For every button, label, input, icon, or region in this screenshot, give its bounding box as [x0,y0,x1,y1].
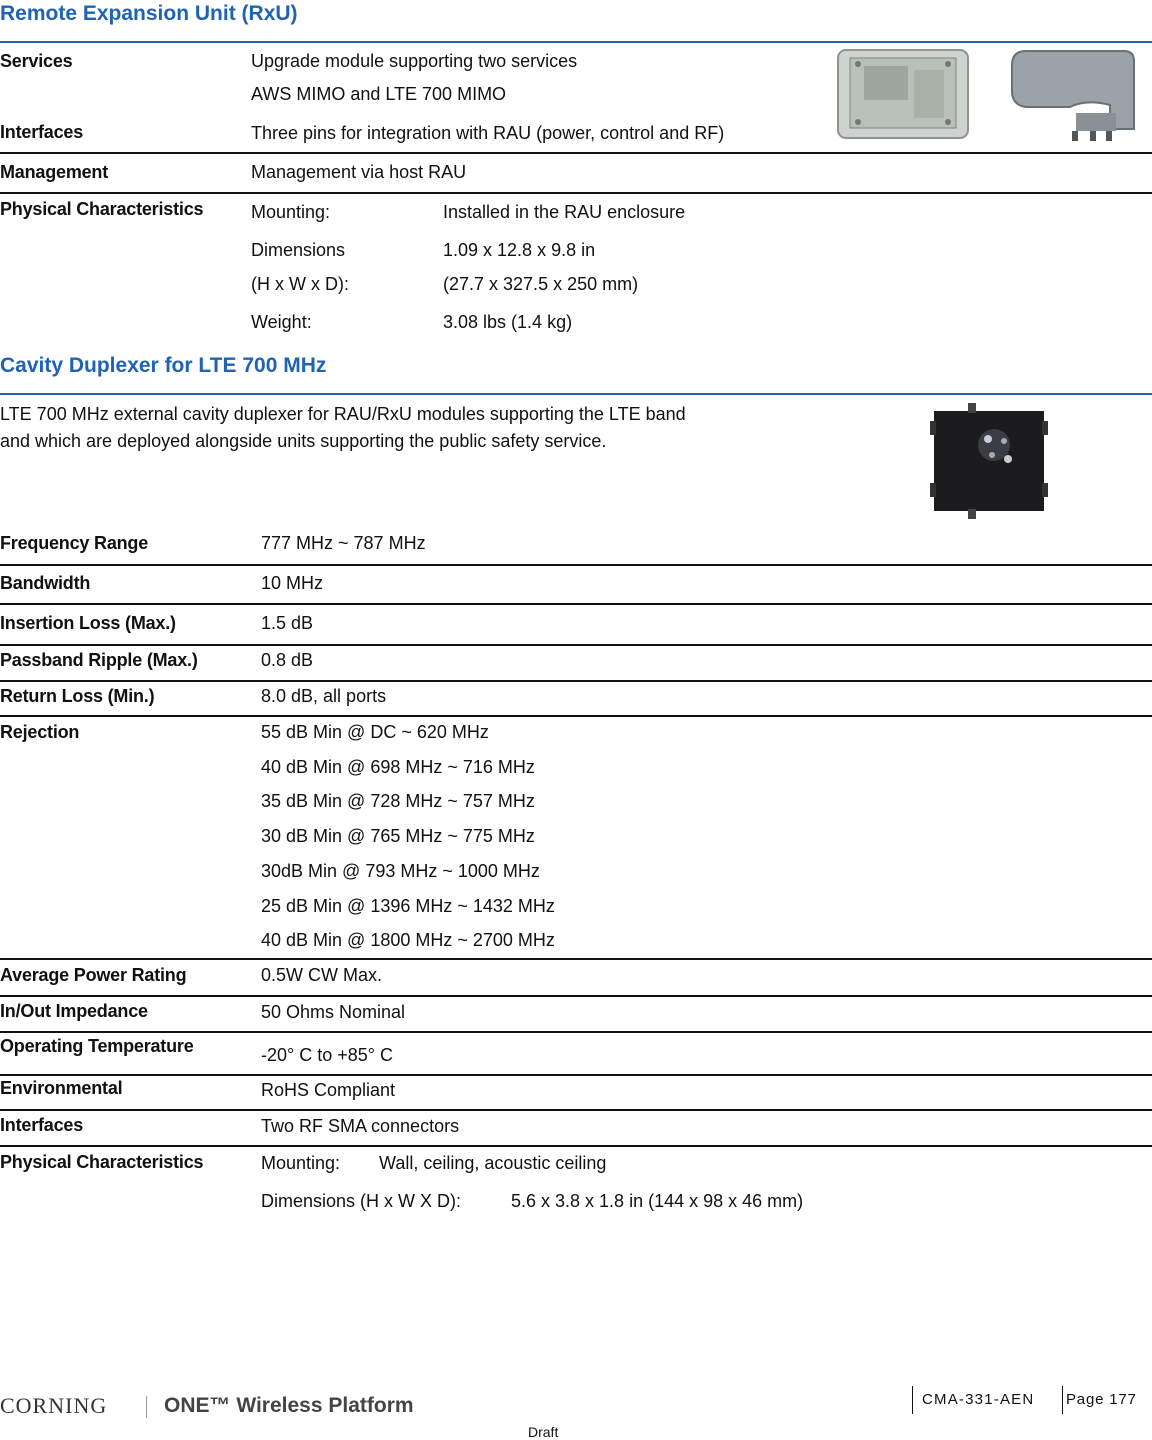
spec-label: Bandwidth [0,573,91,593]
rxu-module-image [836,48,970,140]
section-rule [0,41,1152,43]
row-divider [0,995,1152,997]
rejection-value: 40 dB Min @ 698 MHz ~ 716 MHz [261,756,535,777]
dimensions-value-line2: (27.7 x 327.5 x 250 mm) [443,274,639,294]
spec-value: 777 MHz ~ 787 MHz [261,533,426,553]
corning-logo: CORNING [0,1393,108,1418]
spec-label: Frequency Range [0,533,149,553]
interfaces-value: Three pins for integration with RAU (power, control and RF) [251,123,725,143]
management-value: Management via host RAU [251,162,467,182]
weight-value: 3.08 lbs (1.4 kg) [443,312,573,332]
mounting-key: Mounting: [251,202,331,222]
duplexer-dimensions-key: Dimensions (H x W X D): [261,1191,462,1211]
spec-label: Environmental [0,1078,123,1098]
rxu-enclosure-image [1006,47,1136,143]
rejection-value: 30 dB Min @ 765 MHz ~ 775 MHz [261,826,535,847]
mounting-value: Installed in the RAU enclosure [443,202,686,222]
row-divider [0,192,1152,194]
row-divider [0,644,1152,646]
spec-value: -20° C to +85° C [261,1045,393,1065]
page-number: Page 177 [1066,1391,1137,1408]
row-divider [0,958,1152,960]
spec-value: 50 Ohms Nominal [261,1002,406,1022]
document-code: CMA-331-AEN [922,1391,1035,1408]
row-divider [0,564,1152,566]
row-divider [0,1145,1152,1147]
physical-label-duplexer: Physical Characteristics [0,1152,204,1172]
spec-value: 8.0 dB, all ports [261,686,387,706]
footer-divider [912,1386,913,1414]
spec-label: Interfaces [0,1115,84,1135]
row-divider [0,1031,1152,1033]
spec-label: Average Power Rating [0,965,187,985]
spec-label: Passband Ripple (Max.) [0,650,198,670]
row-divider [0,603,1152,605]
rejection-value: 40 dB Min @ 1800 MHz ~ 2700 MHz [261,930,555,951]
services-value-line1: Upgrade module supporting two services [251,51,578,71]
duplexer-image [928,403,1050,519]
duplexer-description-line2: and which are deployed alongside units supporting the public safety service. [0,431,607,451]
duplexer-mounting-value: Wall, ceiling, acoustic ceiling [379,1153,607,1173]
row-divider [0,1074,1152,1076]
section-title-duplexer: Cavity Duplexer for LTE 700 MHz [0,354,327,377]
row-divider [0,1109,1152,1111]
row-divider [0,715,1152,717]
rejection-value: 55 dB Min @ DC ~ 620 MHz [261,722,489,742]
row-divider [0,152,1152,154]
spec-value: Two RF SMA connectors [261,1116,460,1136]
dimensions-key-line1: Dimensions [251,240,346,260]
rejection-value: 25 dB Min @ 1396 MHz ~ 1432 MHz [261,895,555,916]
dimensions-value-line1: 1.09 x 12.8 x 9.8 in [443,240,596,260]
spec-value: 10 MHz [261,573,324,593]
one-wireless-platform-logo: ONE™ Wireless Platform [164,1394,414,1417]
row-divider [0,680,1152,682]
spec-label: In/Out Impedance [0,1001,148,1021]
duplexer-dimensions-value: 5.6 x 3.8 x 1.8 in (144 x 98 x 46 mm) [511,1191,804,1211]
management-label: Management [0,162,109,182]
rejection-value: 30dB Min @ 793 MHz ~ 1000 MHz [261,860,540,881]
duplexer-mounting-key: Mounting: [261,1153,341,1173]
spec-label: Operating Temperature [0,1036,194,1056]
services-label: Services [0,51,73,71]
spec-value: 0.8 dB [261,650,314,670]
rejection-value: 35 dB Min @ 728 MHz ~ 757 MHz [261,791,535,812]
spec-label: Return Loss (Min.) [0,686,155,706]
interfaces-label: Interfaces [0,122,84,142]
dimensions-key-line2: (H x W x D): [251,274,349,294]
spec-value: RoHS Compliant [261,1080,396,1100]
spec-label: Insertion Loss (Max.) [0,613,176,633]
logo-divider [146,1396,147,1418]
services-value-line2: AWS MIMO and LTE 700 MIMO [251,84,507,104]
spec-value: 1.5 dB [261,613,314,633]
rejection-label: Rejection [0,722,80,742]
section-title-rxu: Remote Expansion Unit (RxU) [0,2,298,25]
footer-divider [1062,1386,1063,1414]
duplexer-description-line1: LTE 700 MHz external cavity duplexer for RAU/RxU modules supporting the LTE band [0,404,686,424]
weight-key: Weight: [251,312,312,332]
section-rule [0,393,1152,395]
spec-value: 0.5W CW Max. [261,965,383,985]
physical-label: Physical Characteristics [0,199,204,219]
draft-label: Draft [528,1424,559,1440]
